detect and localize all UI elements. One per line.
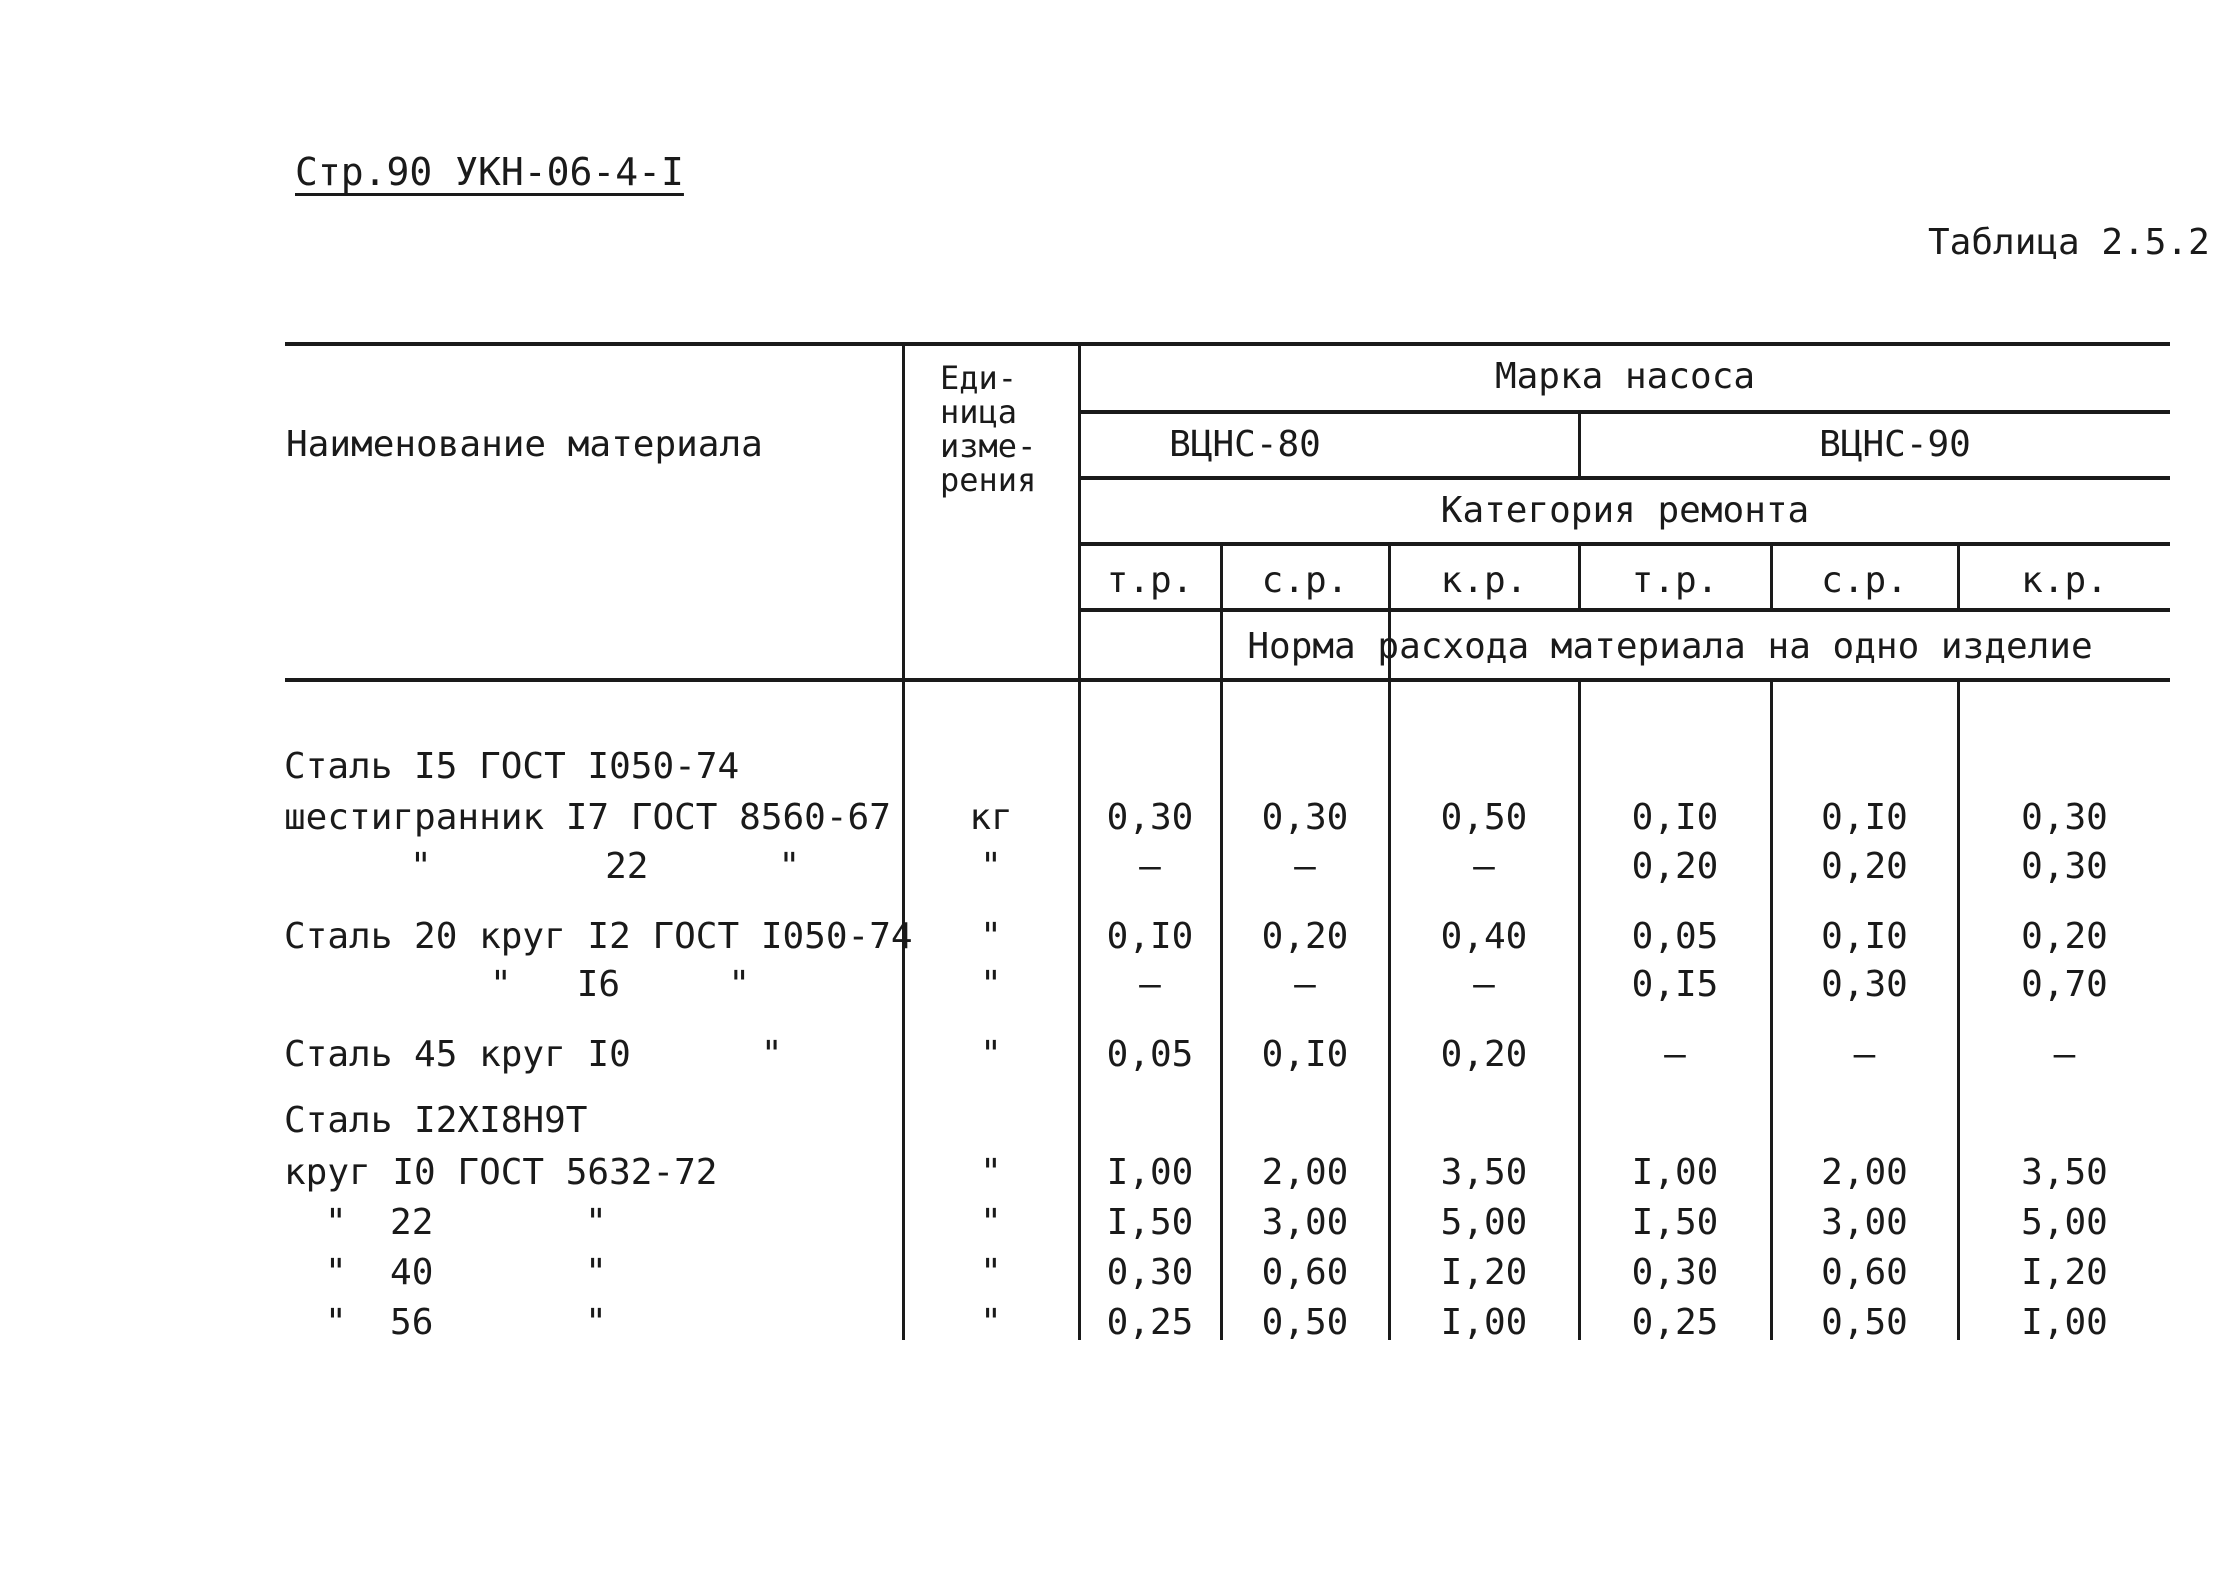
- value-cell: 0,20: [1261, 916, 1349, 957]
- page-reference: Стр.90 УКН-06-4-I: [295, 150, 684, 194]
- pump-model-rule: [1080, 476, 2170, 480]
- unit-header-line: Еди-: [940, 359, 1018, 397]
- value-cell: 0,05: [1631, 916, 1719, 957]
- value-cell: I,20: [1440, 1252, 1528, 1293]
- material-name: круг I0 ГОСТ 5632-72: [284, 1152, 718, 1193]
- material-name: " I6 ": [490, 964, 751, 1005]
- value-cell: 0,50: [1440, 797, 1528, 838]
- pump-brand-rule: [1080, 410, 2170, 414]
- value-cell: 0,30: [1631, 1252, 1719, 1293]
- value-cell: 0,50: [1821, 1302, 1908, 1343]
- value-cell: I,00: [1440, 1302, 1528, 1343]
- unit-value: ": [980, 1152, 1002, 1193]
- value-cell: 0,25: [1631, 1302, 1719, 1343]
- category-code: с.р.: [1261, 560, 1349, 601]
- category-code: т.р.: [1106, 560, 1194, 601]
- value-cell: 5,00: [1440, 1202, 1528, 1243]
- value-cell: I,50: [1106, 1202, 1194, 1243]
- value-cell: 2,00: [1821, 1152, 1908, 1193]
- value-cell: –: [1294, 846, 1316, 887]
- table-top-rule: [285, 342, 2170, 346]
- header-bottom-rule: [285, 678, 2170, 682]
- value-cell: 3,00: [1821, 1202, 1908, 1243]
- value-cell: 0,20: [1631, 846, 1719, 887]
- value-cell: 0,I0: [1261, 1034, 1349, 1075]
- value-cell: –: [1139, 846, 1161, 887]
- value-cell: 0,I0: [1106, 916, 1194, 957]
- material-name-header: Наименование материала: [286, 424, 763, 465]
- value-cell: 0,30: [1106, 797, 1194, 838]
- material-name: Сталь I2XI8H9T: [284, 1100, 588, 1141]
- value-cell: 0,30: [2021, 846, 2108, 887]
- category-code: с.р.: [1821, 560, 1908, 601]
- value-cell: 0,05: [1106, 1034, 1194, 1075]
- value-cell: 0,60: [1821, 1252, 1908, 1293]
- value-cell: I,50: [1631, 1202, 1719, 1243]
- material-name: Сталь I5 ГОСТ I050-74: [284, 746, 740, 787]
- value-cell: –: [1139, 964, 1161, 1005]
- unit-header-line: изме-: [940, 427, 1037, 465]
- value-cell: I,00: [1631, 1152, 1719, 1193]
- unit-value: кг: [969, 797, 1013, 838]
- unit-value: ": [980, 1252, 1002, 1293]
- value-cell: 0,30: [2021, 797, 2108, 838]
- unit-value: ": [980, 846, 1002, 887]
- value-cell: 2,00: [1261, 1152, 1349, 1193]
- unit-value: ": [980, 964, 1002, 1005]
- pump-model-vcns-90: ВЦНС-90: [1819, 424, 1971, 465]
- unit-header-line: рения: [940, 461, 1037, 499]
- value-cell: 3,50: [1440, 1152, 1528, 1193]
- value-cell: 5,00: [2021, 1202, 2108, 1243]
- category-code: т.р.: [1631, 560, 1719, 601]
- material-name: Сталь 20 круг I2 ГОСТ I050-74: [284, 916, 913, 957]
- value-cell: 0,60: [1261, 1252, 1349, 1293]
- value-cell: 0,20: [2021, 916, 2108, 957]
- value-cell: 3,00: [1261, 1202, 1349, 1243]
- value-cell: –: [1473, 846, 1495, 887]
- value-cell: I,00: [1106, 1152, 1194, 1193]
- pump-brand-header: Марка насоса: [1494, 356, 1756, 397]
- value-cell: 0,30: [1106, 1252, 1194, 1293]
- value-cell: –: [2053, 1034, 2076, 1075]
- value-cell: 0,I0: [1631, 797, 1719, 838]
- repair-category-header: Категория ремонта: [1440, 490, 1810, 531]
- unit-value: ": [980, 916, 1002, 957]
- value-cell: –: [1853, 1034, 1876, 1075]
- value-cell: 3,50: [2021, 1152, 2108, 1193]
- value-cell: –: [1664, 1034, 1686, 1075]
- consumption-norm-header: Норма расхода материала на одно изделие: [1247, 626, 2093, 667]
- value-cell: 0,50: [1261, 1302, 1349, 1343]
- unit-value: ": [980, 1034, 1002, 1075]
- value-cell: I,20: [2021, 1252, 2108, 1293]
- unit-value: ": [980, 1202, 1002, 1243]
- unit-value: ": [980, 1302, 1002, 1343]
- value-cell: 0,20: [1821, 846, 1908, 887]
- material-name: " 22 ": [410, 846, 801, 887]
- value-cell: 0,I0: [1821, 797, 1908, 838]
- value-cell: 0,I0: [1821, 916, 1908, 957]
- material-name: " 40 ": [325, 1252, 607, 1293]
- table-caption: Таблица 2.5.2: [1928, 222, 2210, 263]
- category-code: к.р.: [2021, 560, 2108, 601]
- unit-header-line: ница: [940, 393, 1018, 431]
- material-name: " 56 ": [325, 1302, 607, 1343]
- value-cell: 0,40: [1440, 916, 1528, 957]
- value-cell: 0,70: [2021, 964, 2108, 1005]
- pump-model-vcns-80: ВЦНС-80: [1169, 424, 1321, 465]
- category-codes-rule: [1080, 608, 2170, 612]
- value-cell: 0,25: [1106, 1302, 1194, 1343]
- repair-category-rule: [1080, 542, 2170, 546]
- category-code: к.р.: [1440, 560, 1528, 601]
- material-name: шестигранник I7 ГОСТ 8560-67: [284, 797, 891, 838]
- value-cell: –: [1473, 964, 1495, 1005]
- value-cell: –: [1294, 964, 1316, 1005]
- material-name: " 22 ": [325, 1202, 607, 1243]
- value-cell: 0,30: [1821, 964, 1908, 1005]
- value-cell: 0,I5: [1631, 964, 1719, 1005]
- value-cell: 0,30: [1261, 797, 1349, 838]
- value-cell: 0,20: [1440, 1034, 1528, 1075]
- material-name: Сталь 45 круг I0 ": [284, 1034, 783, 1075]
- value-cell: I,00: [2021, 1302, 2108, 1343]
